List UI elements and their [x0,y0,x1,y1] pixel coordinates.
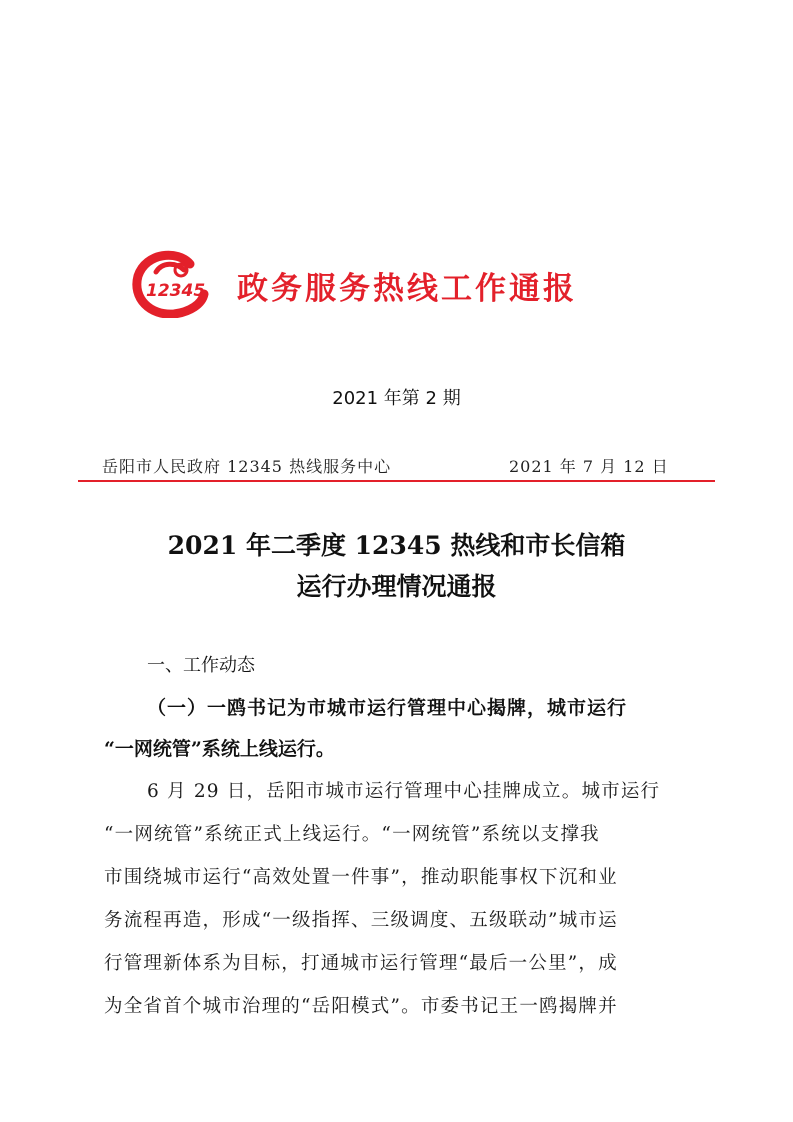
paragraph-line-6: 为全省首个城市治理的“岳阳模式”。市委书记王一鸥揭牌并 [104,996,618,1017]
paragraph-line-2: “一网统管”系统正式上线运行。“一网统管”系统以支撑我 [104,824,600,845]
document-title-line-1: 2021 年二季度 12345 热线和市长信箱 [167,531,626,560]
issue-number: 2021 年第 2 期 [332,388,461,409]
section-heading: 一、工作动态 [147,655,255,676]
paragraph-line-5: 行管理新体系为目标，打通城市运行管理“最后一公里”，成 [104,953,618,974]
bulletin-header [132,250,692,318]
issuer-line [102,454,715,480]
document-title-line-2: 运行办理情况通报 [296,572,497,601]
paragraph-line-4: 务流程再造，形成“一级指挥、三级调度、五级联动”城市运 [104,910,618,931]
bulletin-title: 政务服务热线工作通报 [237,271,577,307]
paragraph-line-3: 市围绕城市运行“高效处置一件事”，推动职能事权下沉和业 [104,867,618,888]
hotline-12345-logo [132,250,212,318]
subsection-heading-line-2: “一网统管”系统上线运行。 [104,738,335,760]
paragraph-line-1: 6 月 29 日，岳阳市城市运行管理中心挂牌成立。城市运行 [147,781,661,802]
subsection-heading-line-1: （一）一鸥书记为市城市运行管理中心揭牌，城市运行 [147,697,628,719]
document-title [0,525,793,607]
red-divider [78,480,715,482]
logo-number: 12345 [146,281,206,301]
issue-date: 2021 年 7 月 12 日 [509,457,669,476]
issuer-name: 岳阳市人民政府 12345 热线服务中心 [102,457,392,476]
